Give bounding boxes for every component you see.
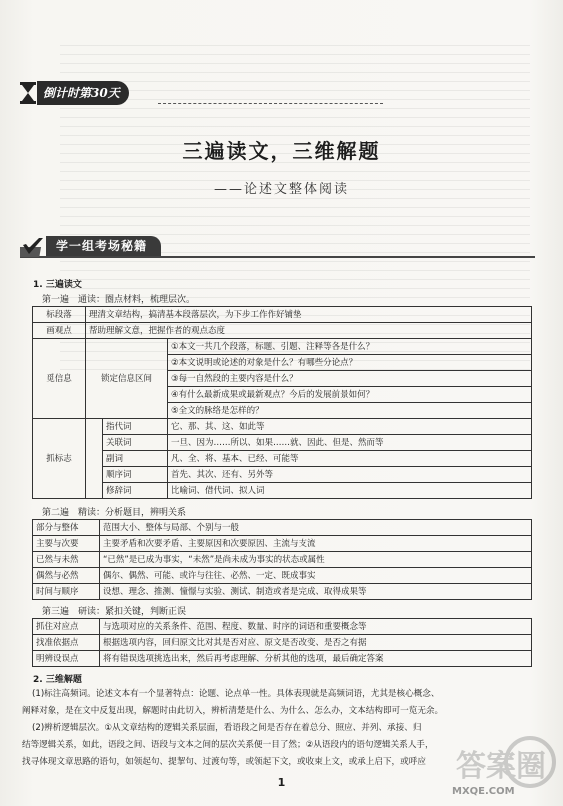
table-cell: 已然与未然 <box>33 552 100 568</box>
table-cell: 偶尔、偶然、可能、或许与往往、必然、一定、既成事实 <box>100 568 532 584</box>
paragraph-line: (2)辨析逻辑层次。①从文章结构的逻辑关系层面，看语段之间是否存在着总分、照应、并列、承接、归 <box>32 723 422 733</box>
table-cell: 设想、理念、推测、憧憬与实验、测试、制造或者是完成、取得成果等 <box>100 584 532 600</box>
table-cell: 凡、全、将、基本、已经、可能等 <box>168 451 532 467</box>
countdown-badge <box>19 81 129 105</box>
table-cell: ②本文说明或论述的对象是什么？有哪些分论点？ <box>168 355 532 371</box>
table-cell: 指代词 <box>103 419 168 435</box>
table-row <box>33 520 532 536</box>
part2-heading: 2. 三维解题 <box>33 675 82 685</box>
checkmark-book-icon <box>20 236 46 258</box>
table-cell: 范围大小、整体与局部、个别与一般 <box>100 520 532 536</box>
watermark-url: MXQE.COM <box>452 786 515 797</box>
table-row <box>33 635 532 651</box>
table-cell: 抓标志 <box>33 419 86 499</box>
table-row <box>33 435 532 451</box>
table-cell: ⑤全文的脉络是怎样的？ <box>168 403 532 419</box>
table-cell: 标段落 <box>33 307 86 323</box>
table-cell: ①本文一共几个段落，标题、引题、注释等各是什么？ <box>168 339 532 355</box>
table-cell: 与选项对应的关系条件、范围、程度、数量、时序的词语和重要概念等 <box>100 619 532 635</box>
table-cell: 帮助理解文意，把握作者的观点态度 <box>86 323 532 339</box>
pass2-caption: 第二遍 精读：分析题目，辨明关系 <box>42 508 187 518</box>
table-row <box>33 552 532 568</box>
hourglass-icon <box>19 81 37 105</box>
section-underline <box>20 256 535 258</box>
table-cell: 锁定信息区间 <box>86 339 168 419</box>
table-cell: 一旦、因为……所以、如果……就、因此、但是、然而等 <box>168 435 532 451</box>
table-cell: 它、那、其、这、如此等 <box>168 419 532 435</box>
table-cell: 偶然与必然 <box>33 568 100 584</box>
table-cell: ③每一自然段的主要内容是什么？ <box>168 371 532 387</box>
pass2-table <box>32 519 532 600</box>
table-cell: 主要矛盾和次要矛盾、主要原因和次要原因、主流与支流 <box>100 536 532 552</box>
table-cell: 找准依据点 <box>33 635 100 651</box>
table-cell <box>86 419 103 499</box>
part1-heading: 1. 三遍读文 <box>33 280 82 290</box>
table-row <box>33 307 532 323</box>
page-number: 1 <box>277 776 286 789</box>
table-cell: 部分与整体 <box>33 520 100 536</box>
pass3-table <box>32 618 532 667</box>
pass3-caption: 第三遍 研读：紧扣关键，判断正误 <box>42 607 187 617</box>
table-cell: 抓住对应点 <box>33 619 100 635</box>
table-row <box>33 467 532 483</box>
page-title: 三遍读文，三维解题 <box>182 139 381 163</box>
section-header <box>20 236 535 258</box>
table-cell: “已然”是已成为事实，“未然”是尚未成为事实的状态或属性 <box>100 552 532 568</box>
table-row <box>33 584 532 600</box>
table-cell: 画观点 <box>33 323 86 339</box>
table-cell: 时间与顺序 <box>33 584 100 600</box>
table-cell: 比喻词、借代词、拟人词 <box>168 483 532 499</box>
table-cell: 首先、其次、还有、另外等 <box>168 467 532 483</box>
table-row <box>33 651 532 667</box>
countdown-label: 倒计时第30天 <box>37 81 129 105</box>
pass1-table <box>32 306 532 499</box>
table-row <box>33 483 532 499</box>
paragraph-line: (1)标注高频词。论述文本有一个显著特点：论题、论点单一性。具体表现就是高频词语，尤其是核心概念、 <box>32 689 440 699</box>
table-row <box>33 536 532 552</box>
paragraph-line: 阐释对象，是在文中反复出现，解题时由此切入，辨析清楚是什么、为什么、怎么办，文本结构即可一览无余。 <box>22 706 444 716</box>
watermark-text: 答案圈 <box>456 749 546 784</box>
paragraph-line: 结等逻辑关系，如此，语段之间、语段与文本之间的层次关系便一目了然；②从语段内的语句逻辑关系人手， <box>22 740 434 750</box>
table-row <box>33 619 532 635</box>
paragraph-line: 找寻体现文章思路的语句，如领起句、提挈句、过渡句等，或领起下文，或收束上文，或承上启下，或呼应 <box>22 757 426 767</box>
table-cell: 理清文章结构，搞清基本段落层次，为下步工作作好铺垫 <box>86 307 532 323</box>
table-cell: 顺序词 <box>103 467 168 483</box>
table-cell: 关联词 <box>103 435 168 451</box>
table-cell: 根据选项内容，回归原文比对其是否对应、原文是否改变、是否之有据 <box>100 635 532 651</box>
table-cell: 主要与次要 <box>33 536 100 552</box>
table-cell: ④有什么最新成果或最新观点？今后的发展前景如何？ <box>168 387 532 403</box>
table-cell: 明辨设误点 <box>33 651 100 667</box>
table-row <box>33 568 532 584</box>
table-row <box>33 451 532 467</box>
table-cell: 将有错误选项挑选出来，然后再考虑理解、分析其他的选项，最后确定答案 <box>100 651 532 667</box>
table-row <box>33 323 532 339</box>
table-cell: 修辞词 <box>103 483 168 499</box>
table-cell: 觅信息 <box>33 339 86 419</box>
table-row <box>33 339 532 355</box>
table-cell: 副词 <box>103 451 168 467</box>
table-row <box>33 419 532 435</box>
section-label: 学一组考场秘籍 <box>46 236 161 256</box>
pass1-caption: 第一遍 通读：圈点材料，梳理层次。 <box>42 295 196 305</box>
page-subtitle: ——论述文整体阅读 <box>213 182 349 197</box>
header-dashed-rule <box>158 103 383 104</box>
